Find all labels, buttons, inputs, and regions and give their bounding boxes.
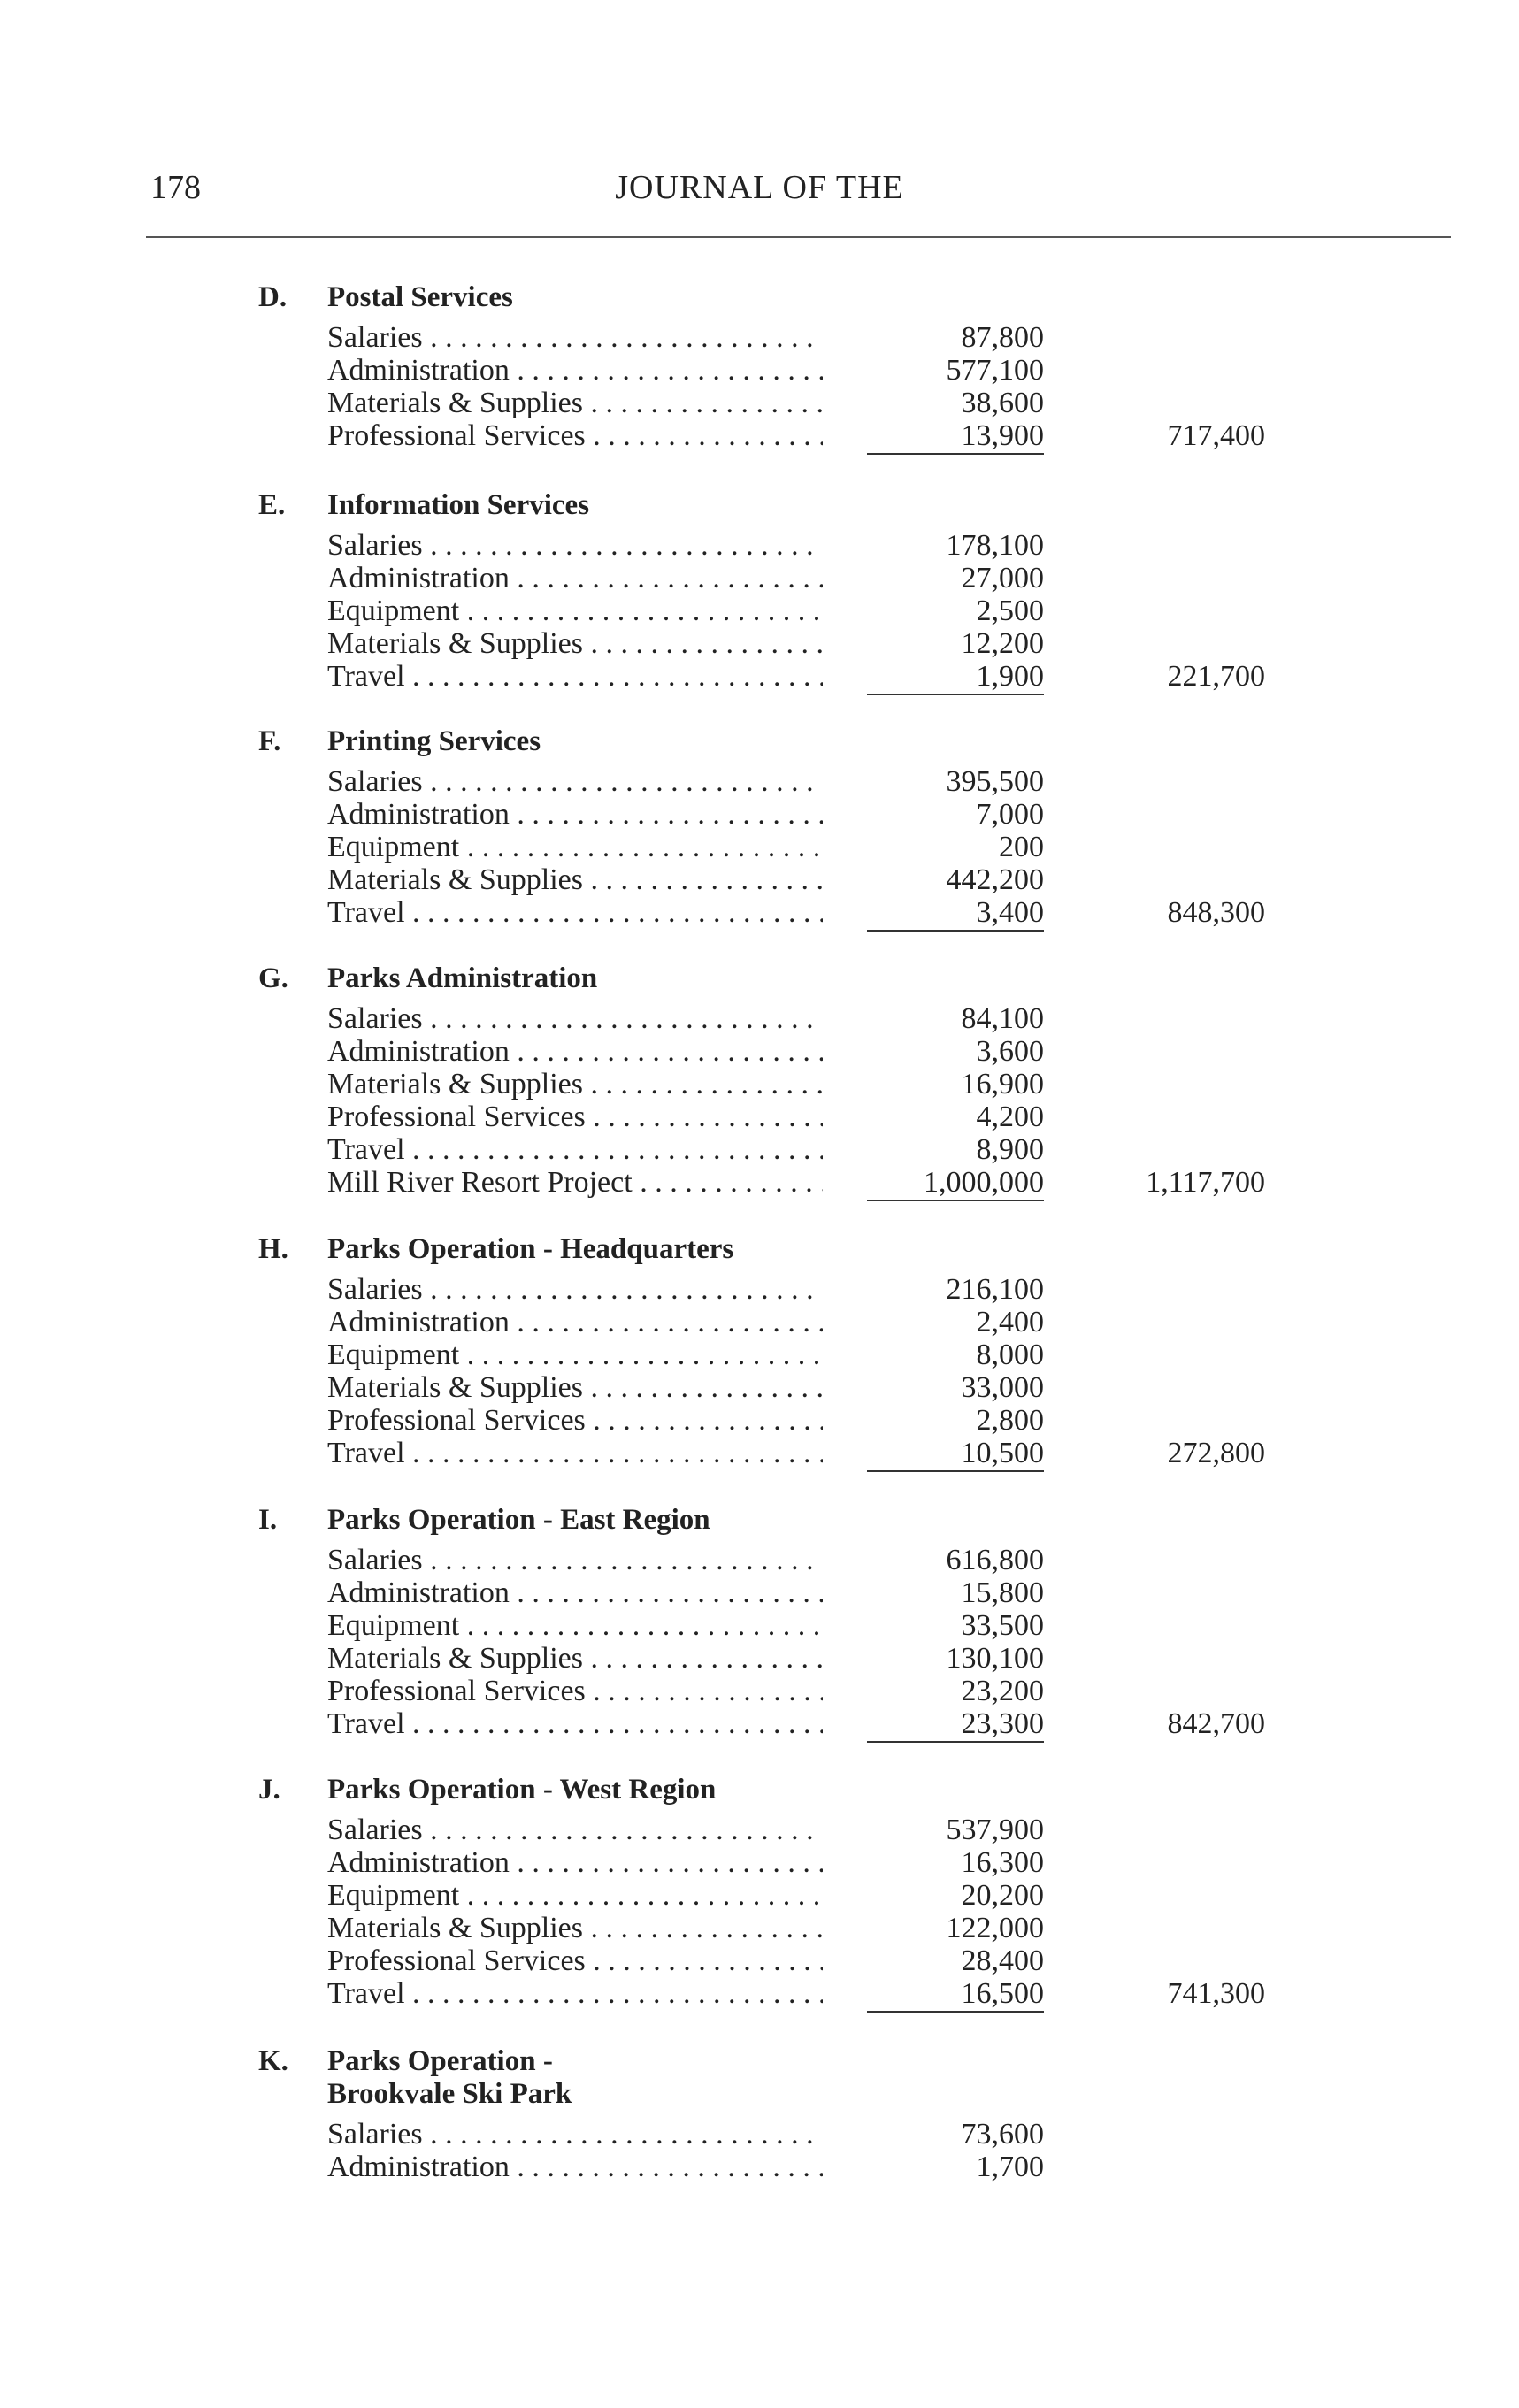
line-item-label: Salaries . . . <box>327 2118 823 2151</box>
line-item-label: Mill River Resort Project . . . <box>327 1166 823 1200</box>
line-item-label: Professional Services . . . <box>327 1675 823 1708</box>
line-item <box>0 1879 1519 1912</box>
line-item <box>0 1273 1519 1306</box>
section-title: Parks Operation - West Region <box>327 1774 717 1806</box>
line-item-label: Equipment . . . <box>327 1609 823 1643</box>
section-title: Postal Services <box>327 281 513 313</box>
line-item <box>0 1002 1519 1035</box>
line-item-amount: 87,800 <box>961 321 1044 354</box>
line-item-amount: 4,200 <box>976 1100 1044 1133</box>
line-item <box>0 1437 1519 1469</box>
line-item-amount: 27,000 <box>961 562 1044 594</box>
line-item <box>0 2118 1519 2151</box>
section-total: 1,117,700 <box>1146 1166 1265 1199</box>
line-item <box>0 1133 1519 1166</box>
section-title: Parks Administration <box>327 962 598 994</box>
section-total: 717,400 <box>1167 419 1265 452</box>
line-item <box>0 765 1519 798</box>
line-item-amount: 84,100 <box>961 1002 1044 1035</box>
section-title: Parks Operation - East Region <box>327 1504 710 1536</box>
page-number: 178 <box>150 169 201 206</box>
line-item <box>0 1846 1519 1879</box>
line-item-label: Travel . . . <box>327 1437 823 1470</box>
line-item-amount: 33,500 <box>961 1609 1044 1642</box>
line-item <box>0 1576 1519 1609</box>
line-item-label: Equipment . . . <box>327 831 823 864</box>
line-item-label: Administration . . . <box>327 354 823 387</box>
line-item <box>0 529 1519 562</box>
line-item-label: Administration . . . <box>327 1846 823 1880</box>
line-item <box>0 1544 1519 1576</box>
line-item-label: Professional Services . . . <box>327 1404 823 1438</box>
line-item-amount: 13,900 <box>867 419 1044 455</box>
line-item-label: Materials & Supplies . . . <box>327 387 823 420</box>
section-total: 848,300 <box>1167 896 1265 929</box>
line-item <box>0 321 1519 354</box>
section-total: 741,300 <box>1167 1977 1265 2010</box>
line-item <box>0 896 1519 929</box>
line-item <box>0 863 1519 896</box>
line-item-amount: 616,800 <box>946 1544 1044 1576</box>
line-item <box>0 2151 1519 2183</box>
line-item-label: Administration . . . <box>327 1035 823 1069</box>
line-item <box>0 354 1519 387</box>
line-item-label: Travel . . . <box>327 1977 823 2011</box>
line-item-label: Materials & Supplies . . . <box>327 1068 823 1101</box>
line-item <box>0 627 1519 660</box>
line-item-label: Materials & Supplies . . . <box>327 627 823 661</box>
line-item-label: Travel . . . <box>327 896 823 930</box>
line-item <box>0 1100 1519 1133</box>
line-item-amount: 577,100 <box>946 354 1044 387</box>
line-item-amount: 8,000 <box>976 1338 1044 1371</box>
line-item <box>0 419 1519 452</box>
line-item <box>0 1166 1519 1199</box>
line-item-label: Materials & Supplies . . . <box>327 1371 823 1405</box>
line-item <box>0 831 1519 863</box>
section-letter: H. <box>258 1233 288 1265</box>
line-item-label: Professional Services . . . <box>327 1100 823 1134</box>
line-item <box>0 1306 1519 1338</box>
line-item <box>0 594 1519 627</box>
line-item <box>0 1338 1519 1371</box>
line-item-label: Materials & Supplies . . . <box>327 863 823 897</box>
running-title: JOURNAL OF THE <box>615 169 904 206</box>
line-item-amount: 28,400 <box>961 1944 1044 1977</box>
line-item-amount: 16,500 <box>867 1977 1044 2013</box>
line-item-label: Salaries . . . <box>327 529 823 563</box>
line-item-amount: 16,900 <box>961 1068 1044 1100</box>
line-item-label: Travel . . . <box>327 1707 823 1741</box>
line-item-label: Administration . . . <box>327 562 823 595</box>
line-item <box>0 562 1519 594</box>
line-item <box>0 1609 1519 1642</box>
line-item <box>0 1944 1519 1977</box>
line-item <box>0 1675 1519 1707</box>
line-item <box>0 1035 1519 1068</box>
line-item-label: Administration . . . <box>327 2151 823 2184</box>
line-item-amount: 3,400 <box>867 896 1044 932</box>
line-item-amount: 3,600 <box>976 1035 1044 1068</box>
line-item-label: Professional Services . . . <box>327 419 823 453</box>
line-item-amount: 33,000 <box>961 1371 1044 1404</box>
line-item-label: Travel . . . <box>327 1133 823 1167</box>
line-item-label: Administration . . . <box>327 1576 823 1610</box>
line-item-amount: 23,200 <box>961 1675 1044 1707</box>
line-item-label: Salaries . . . <box>327 321 823 355</box>
line-item <box>0 1707 1519 1740</box>
line-item-amount: 7,000 <box>976 798 1044 831</box>
line-item <box>0 798 1519 831</box>
line-item-amount: 20,200 <box>961 1879 1044 1912</box>
line-item-amount: 122,000 <box>946 1912 1044 1944</box>
line-item-label: Salaries . . . <box>327 1273 823 1307</box>
line-item-amount: 537,900 <box>946 1814 1044 1846</box>
line-item-amount: 15,800 <box>961 1576 1044 1609</box>
line-item <box>0 1977 1519 2010</box>
line-item-label: Equipment . . . <box>327 1338 823 1372</box>
line-item <box>0 1814 1519 1846</box>
line-item-amount: 130,100 <box>946 1642 1044 1675</box>
line-item-amount: 1,000,000 <box>867 1166 1044 1201</box>
line-item-label: Administration . . . <box>327 798 823 832</box>
line-item-label: Professional Services . . . <box>327 1944 823 1978</box>
section-title: Parks Operation - Headquarters <box>327 1233 734 1265</box>
line-item-amount: 216,100 <box>946 1273 1044 1306</box>
line-item <box>0 387 1519 419</box>
section-letter: J. <box>258 1774 280 1806</box>
section-total: 842,700 <box>1167 1707 1265 1740</box>
section-letter: D. <box>258 281 288 313</box>
line-item-amount: 10,500 <box>867 1437 1044 1472</box>
line-item-amount: 8,900 <box>976 1133 1044 1166</box>
line-item <box>0 1642 1519 1675</box>
line-item-label: Salaries . . . <box>327 1002 823 1036</box>
line-item-label: Salaries . . . <box>327 765 823 799</box>
line-item-amount: 16,300 <box>961 1846 1044 1879</box>
line-item-amount: 442,200 <box>946 863 1044 896</box>
section-total: 221,700 <box>1167 660 1265 693</box>
section-letter: F. <box>258 725 281 757</box>
line-item-amount: 38,600 <box>961 387 1044 419</box>
line-item-amount: 2,800 <box>976 1404 1044 1437</box>
section-total: 272,800 <box>1167 1437 1265 1469</box>
line-item-amount: 395,500 <box>946 765 1044 798</box>
line-item-amount: 12,200 <box>961 627 1044 660</box>
line-item-amount: 2,400 <box>976 1306 1044 1338</box>
line-item <box>0 1912 1519 1944</box>
line-item <box>0 1404 1519 1437</box>
line-item-label: Materials & Supplies . . . <box>327 1912 823 1945</box>
line-item <box>0 660 1519 693</box>
line-item <box>0 1068 1519 1100</box>
line-item-label: Travel . . . <box>327 660 823 694</box>
section-letter: K. <box>258 2045 288 2077</box>
section-letter: G. <box>258 962 288 994</box>
line-item-amount: 200 <box>999 831 1044 863</box>
line-item-amount: 178,100 <box>946 529 1044 562</box>
line-item-amount: 1,700 <box>976 2151 1044 2183</box>
line-item-label: Salaries . . . <box>327 1814 823 1847</box>
line-item-label: Salaries . . . <box>327 1544 823 1577</box>
line-item-amount: 1,900 <box>867 660 1044 695</box>
section-title: Printing Services <box>327 725 541 757</box>
section-letter: I. <box>258 1504 278 1536</box>
section-title: Parks Operation - Brookvale Ski Park <box>327 2045 572 2110</box>
line-item <box>0 1371 1519 1404</box>
line-item-label: Equipment . . . <box>327 1879 823 1913</box>
line-item-label: Equipment . . . <box>327 594 823 628</box>
line-item-amount: 23,300 <box>867 1707 1044 1743</box>
section-letter: E. <box>258 489 286 521</box>
section-title: Information Services <box>327 489 590 521</box>
line-item-label: Administration . . . <box>327 1306 823 1339</box>
line-item-amount: 73,600 <box>961 2118 1044 2151</box>
line-item-amount: 2,500 <box>976 594 1044 627</box>
line-item-label: Materials & Supplies . . . <box>327 1642 823 1676</box>
